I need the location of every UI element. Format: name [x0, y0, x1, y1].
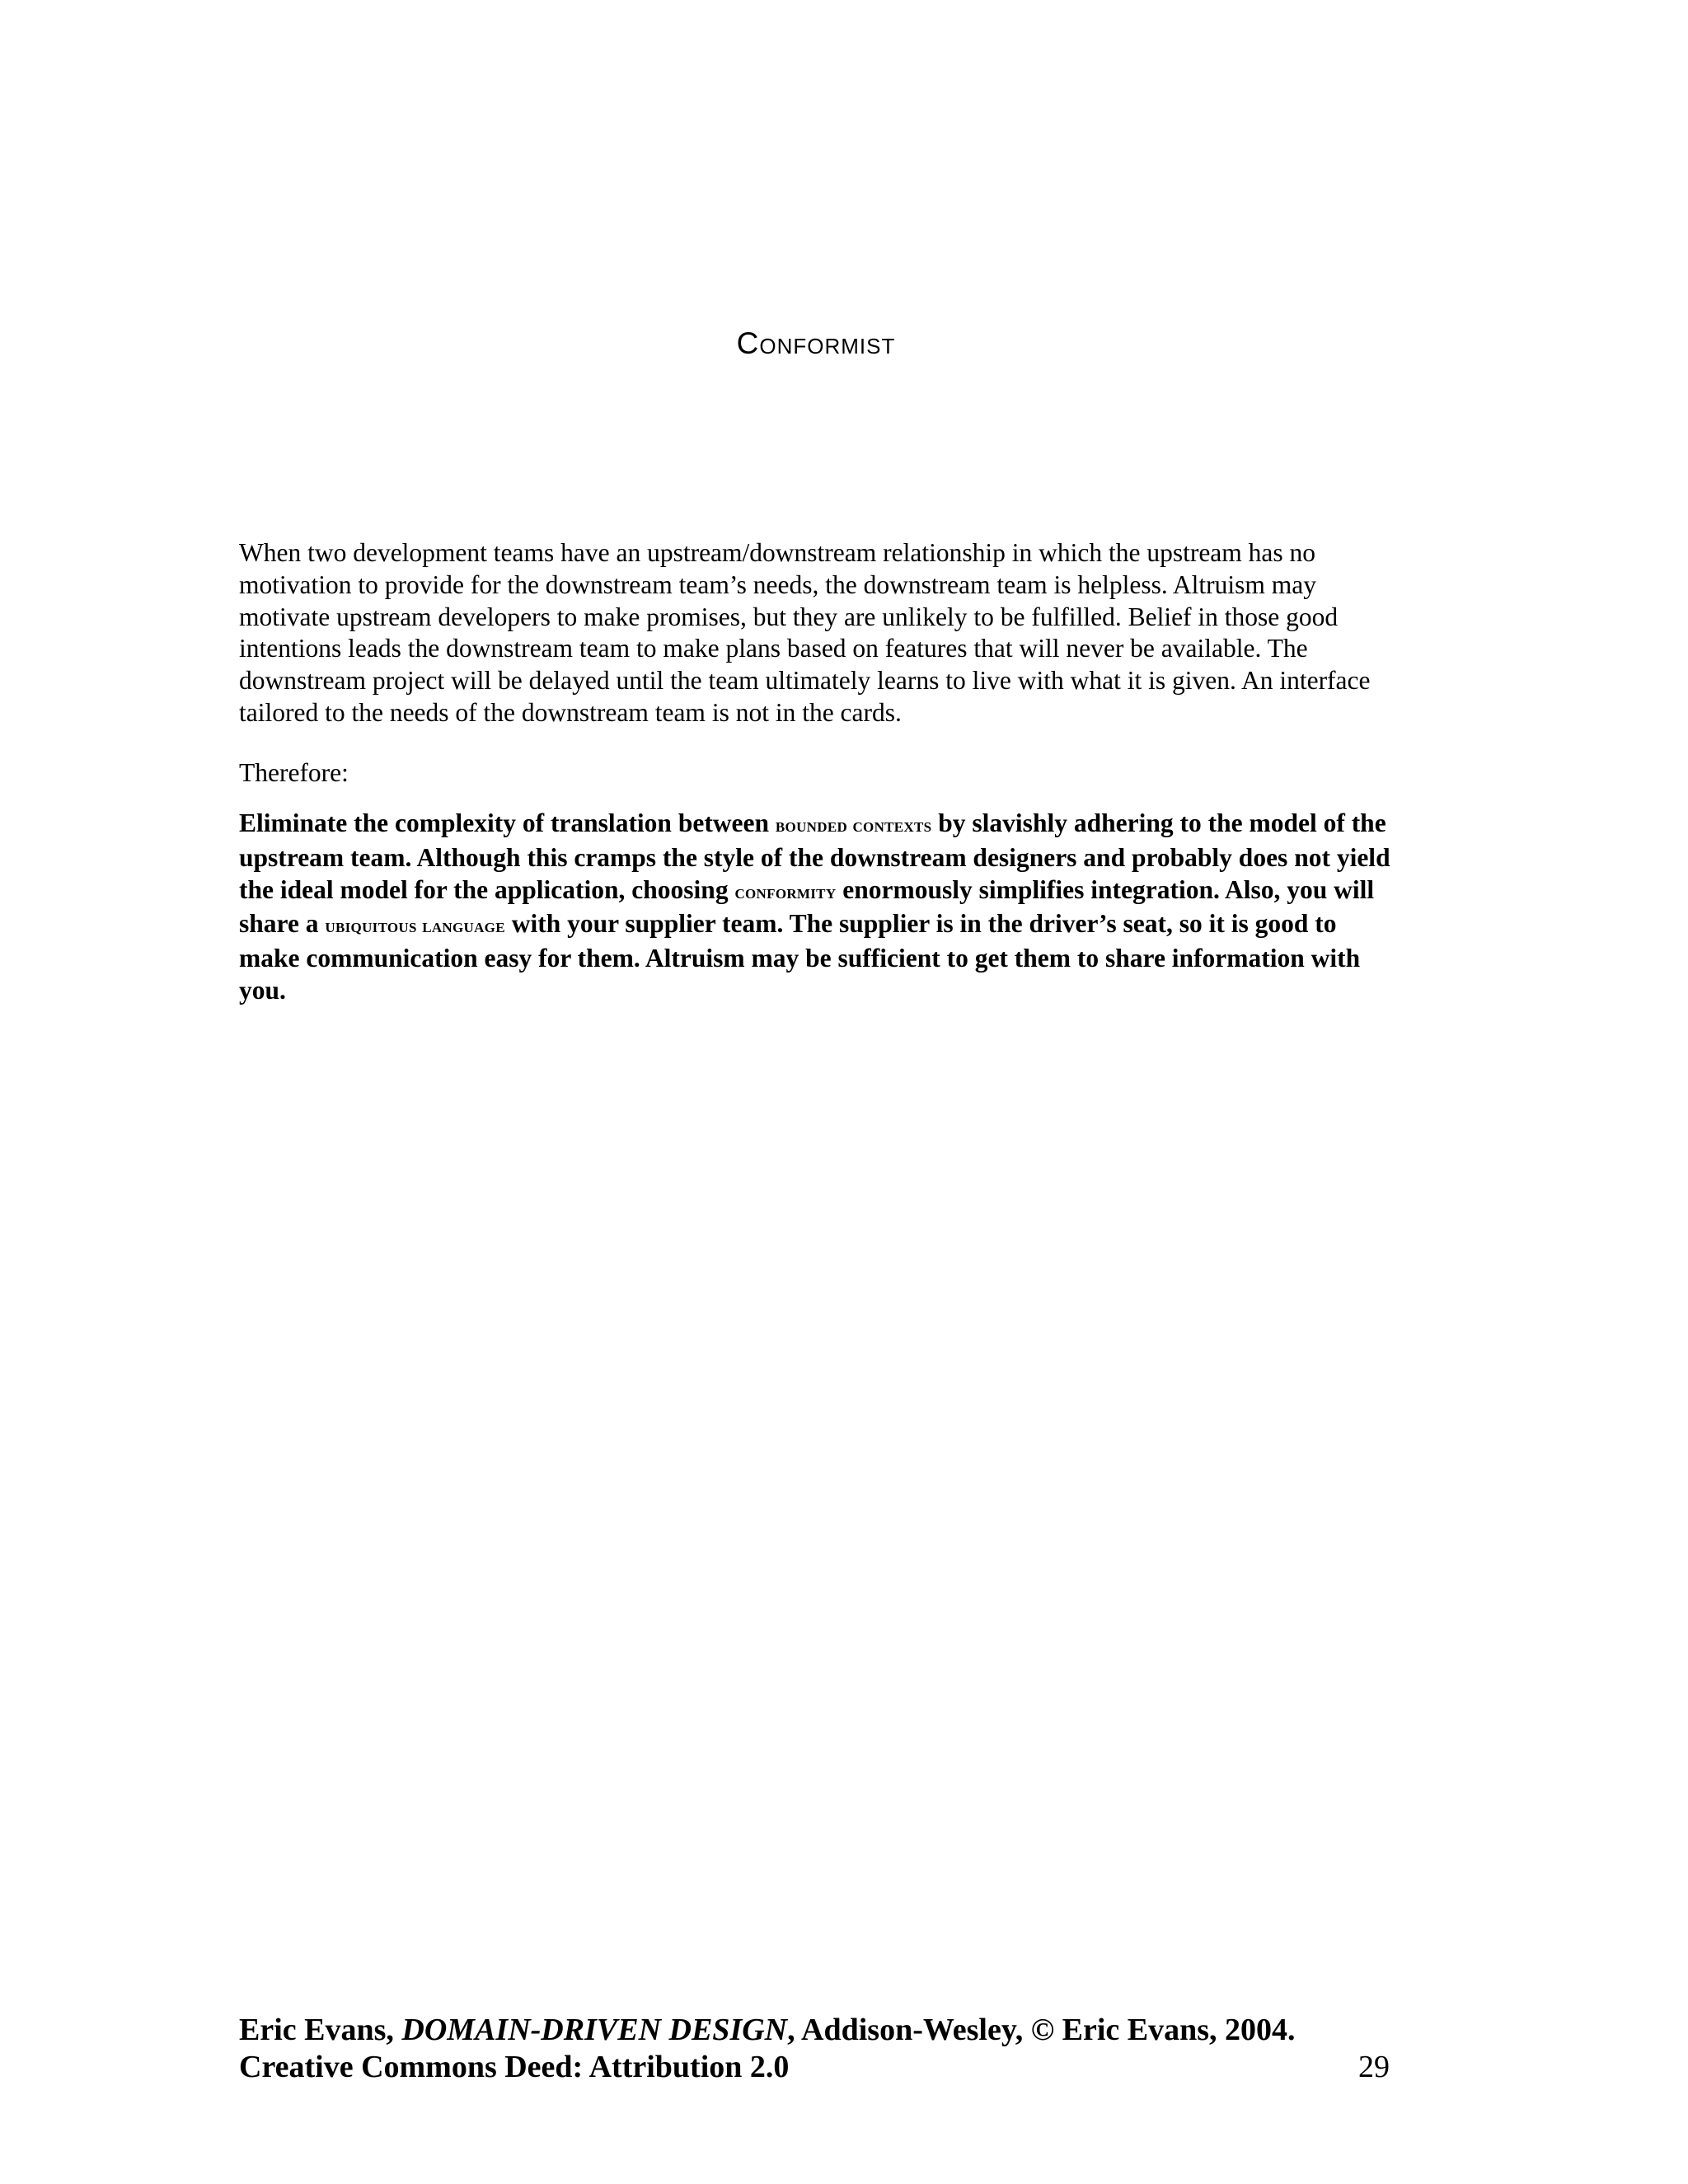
context-paragraph: When two development teams have an upstream/downstream relationship in which the upstream has no motivation to provide for the downstream team’s needs, the downstream team is helpless. Altruism may motivate upstream developers to make promises, but they are unlikely to be fulfilled. Belief in those good intentions leads the downstream team to make plans based on features that will never be available. The downstream project will be delayed until the team ultimately learns to live with what it is given. An interface tailored to the needs of the downstream team is not in the cards. — [239, 538, 1371, 727]
footer-license: Creative Commons Deed: Attribution 2.0 — [239, 2050, 790, 2084]
solution-text-1: Eliminate the complexity of translation between — [239, 808, 776, 837]
footer-book-title: DOMAIN-DRIVEN DESIGN — [401, 2013, 788, 2047]
footer-citation — [239, 2012, 1296, 2048]
solution-paragraph — [239, 808, 1401, 1007]
page-title: Conformist — [736, 326, 896, 360]
pattern-term-conformity: conformity — [734, 880, 837, 903]
footer-publisher: , Addison-Wesley, © Eric Evans, 2004. — [787, 2013, 1296, 2047]
pattern-term-ubiquitous-language: ubiquitous language — [325, 915, 505, 938]
solution-text-4: with your supplier team. The supplier is in the driver’s seat, so it is good to make communication easy for them. Altruism may be sufficient to get them to share information with you. — [239, 909, 1361, 1005]
page-number: 29 — [1358, 2050, 1390, 2084]
pattern-term-bounded-contexts: bounded contexts — [775, 814, 932, 837]
solution-text-3: enormously simplifies integration. Also, you will share a — [239, 874, 1375, 939]
footer-author: Eric Evans, — [239, 2013, 402, 2047]
therefore-label: Therefore: — [239, 758, 349, 787]
solution-text-2: by slavishly adhering to the model of the upstream team. Although this cramps the style of the downstream designers and probably does not yield the ideal model for the application, choosing — [239, 808, 1390, 904]
